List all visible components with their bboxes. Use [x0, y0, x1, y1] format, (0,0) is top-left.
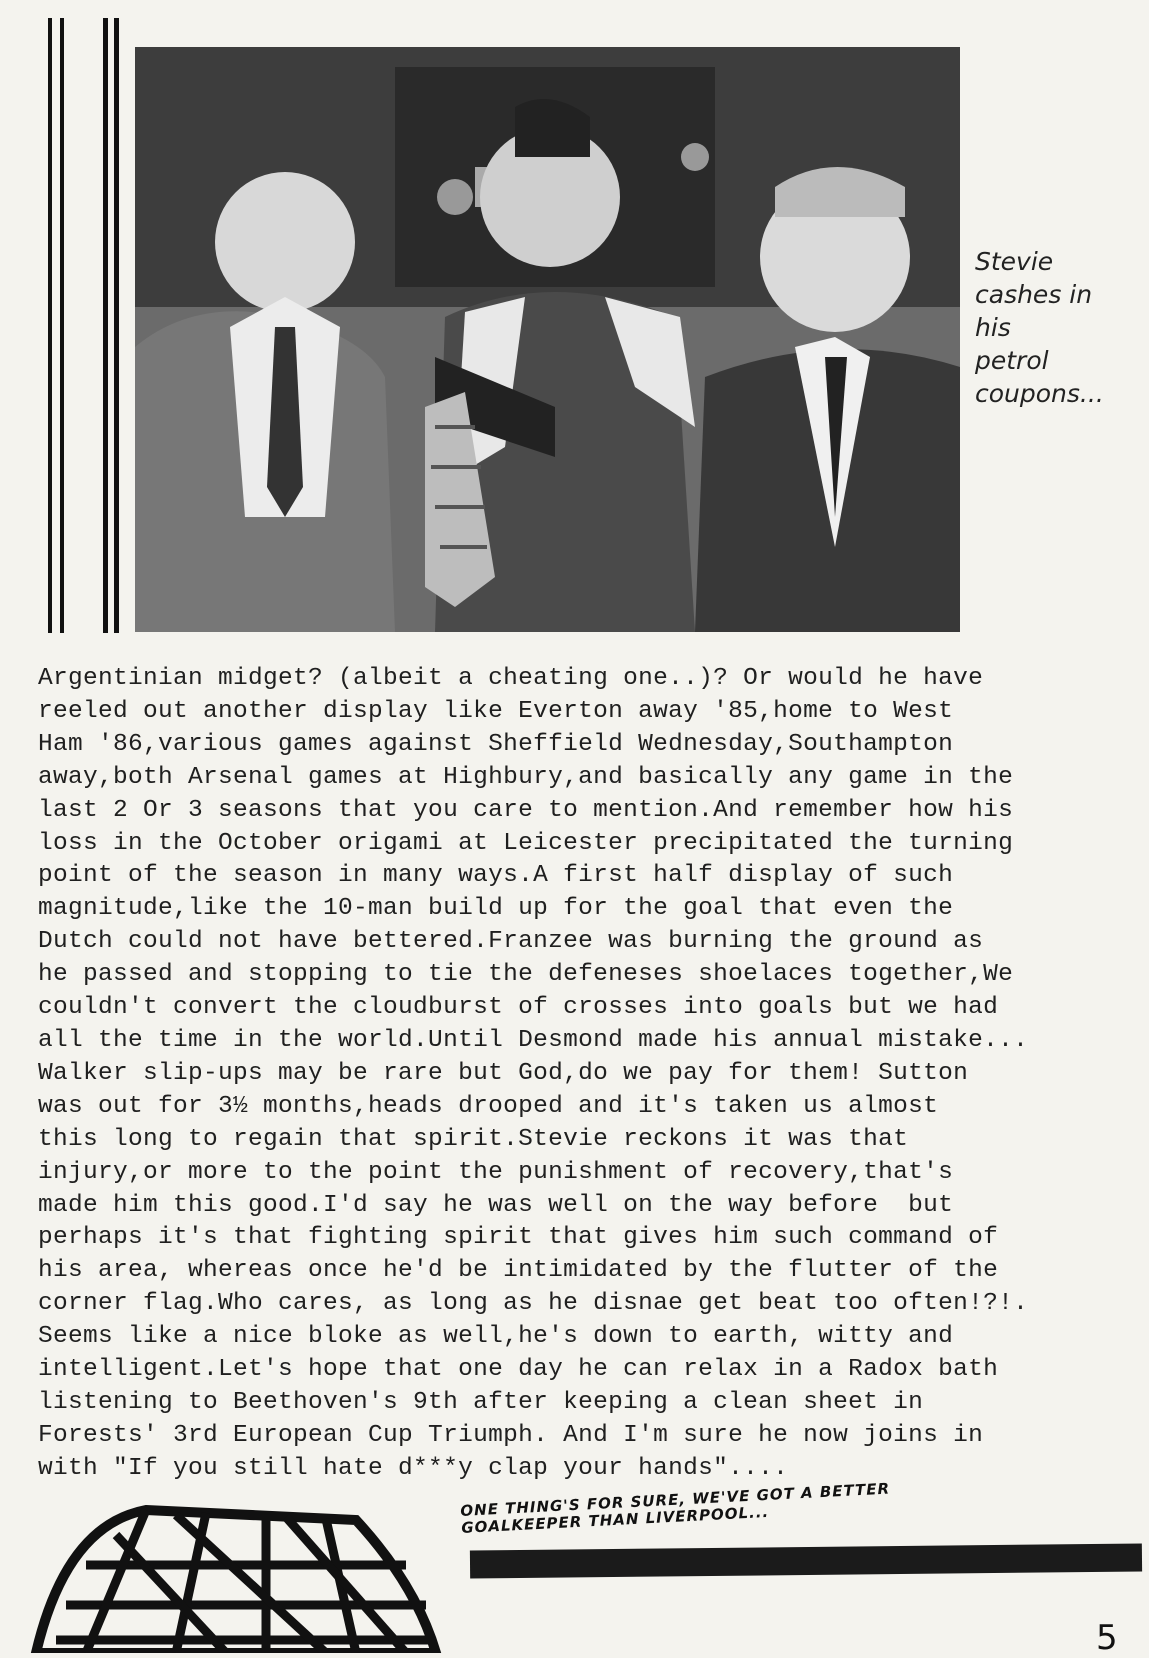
football-trophy-presentation-photo — [135, 47, 960, 632]
article-body: Argentinian midget? (albeit a cheating one..)? Or would he have reeled out another display like Everton away '85,home to West Ham '86,various games against Sheffield Wednesday,Southampton away,both Arsenal games at Highbury,and basically any game in the last 2 Or 3 seasons that you care to mention.And remember how his loss in the October origami at Leicester precipitated the turning point of the season in many ways.A first half display of such magnitude,like the 10-man build up for the goal that even the Dutch could not have bettered.Franzee was burning the ground as he passed and stopping to tie the defeneses shoelaces together,We couldn't convert the cloudburst of crosses into goals but we had all the time in the world.Until Desmond made his annual mistake... Walker slip-ups may be rare but God,do we pay for them! Sutton was out for 3½ months,heads drooped and it's taken us almost this long to regain that spirit.Stevie reckons it was that injury,or more to the point the punishment of recovery,that's made him this good.I'd say he was well on the way before but perhaps it's that fighting spirit that gives him such command of his area, whereas once he'd be intimidated by the flutter of the corner flag.Who cares, as long as he disnae get beat too often!?!. Seems like a nice bloke as well,he's down to earth, witty and intelligent.Let's hope that one day he can relax in a Radox bath listening to Beethoven's 9th after keeping a clean sheet in Forests' 3rd European Cup Triumph. And I'm sure he now joins in with "If you still hate d***y clap your hands".... — [38, 665, 1029, 1482]
left-rule-3 — [103, 18, 108, 633]
black-underline-bar — [470, 1543, 1142, 1578]
handwritten-footer-note: ONE THING'S FOR SURE, WE'VE GOT A BETTER GOALKEEPER THAN LIVERPOOL... — [459, 1479, 891, 1537]
photo-caption: Stevie cashes in his petrol coupons... — [975, 247, 1104, 408]
left-rule-1 — [48, 18, 52, 633]
page-number: 5 — [1096, 1618, 1118, 1658]
photo-image — [135, 47, 960, 632]
left-rule-2 — [60, 18, 64, 633]
goal-net-drawing — [26, 1505, 446, 1653]
left-rule-4 — [114, 18, 119, 633]
